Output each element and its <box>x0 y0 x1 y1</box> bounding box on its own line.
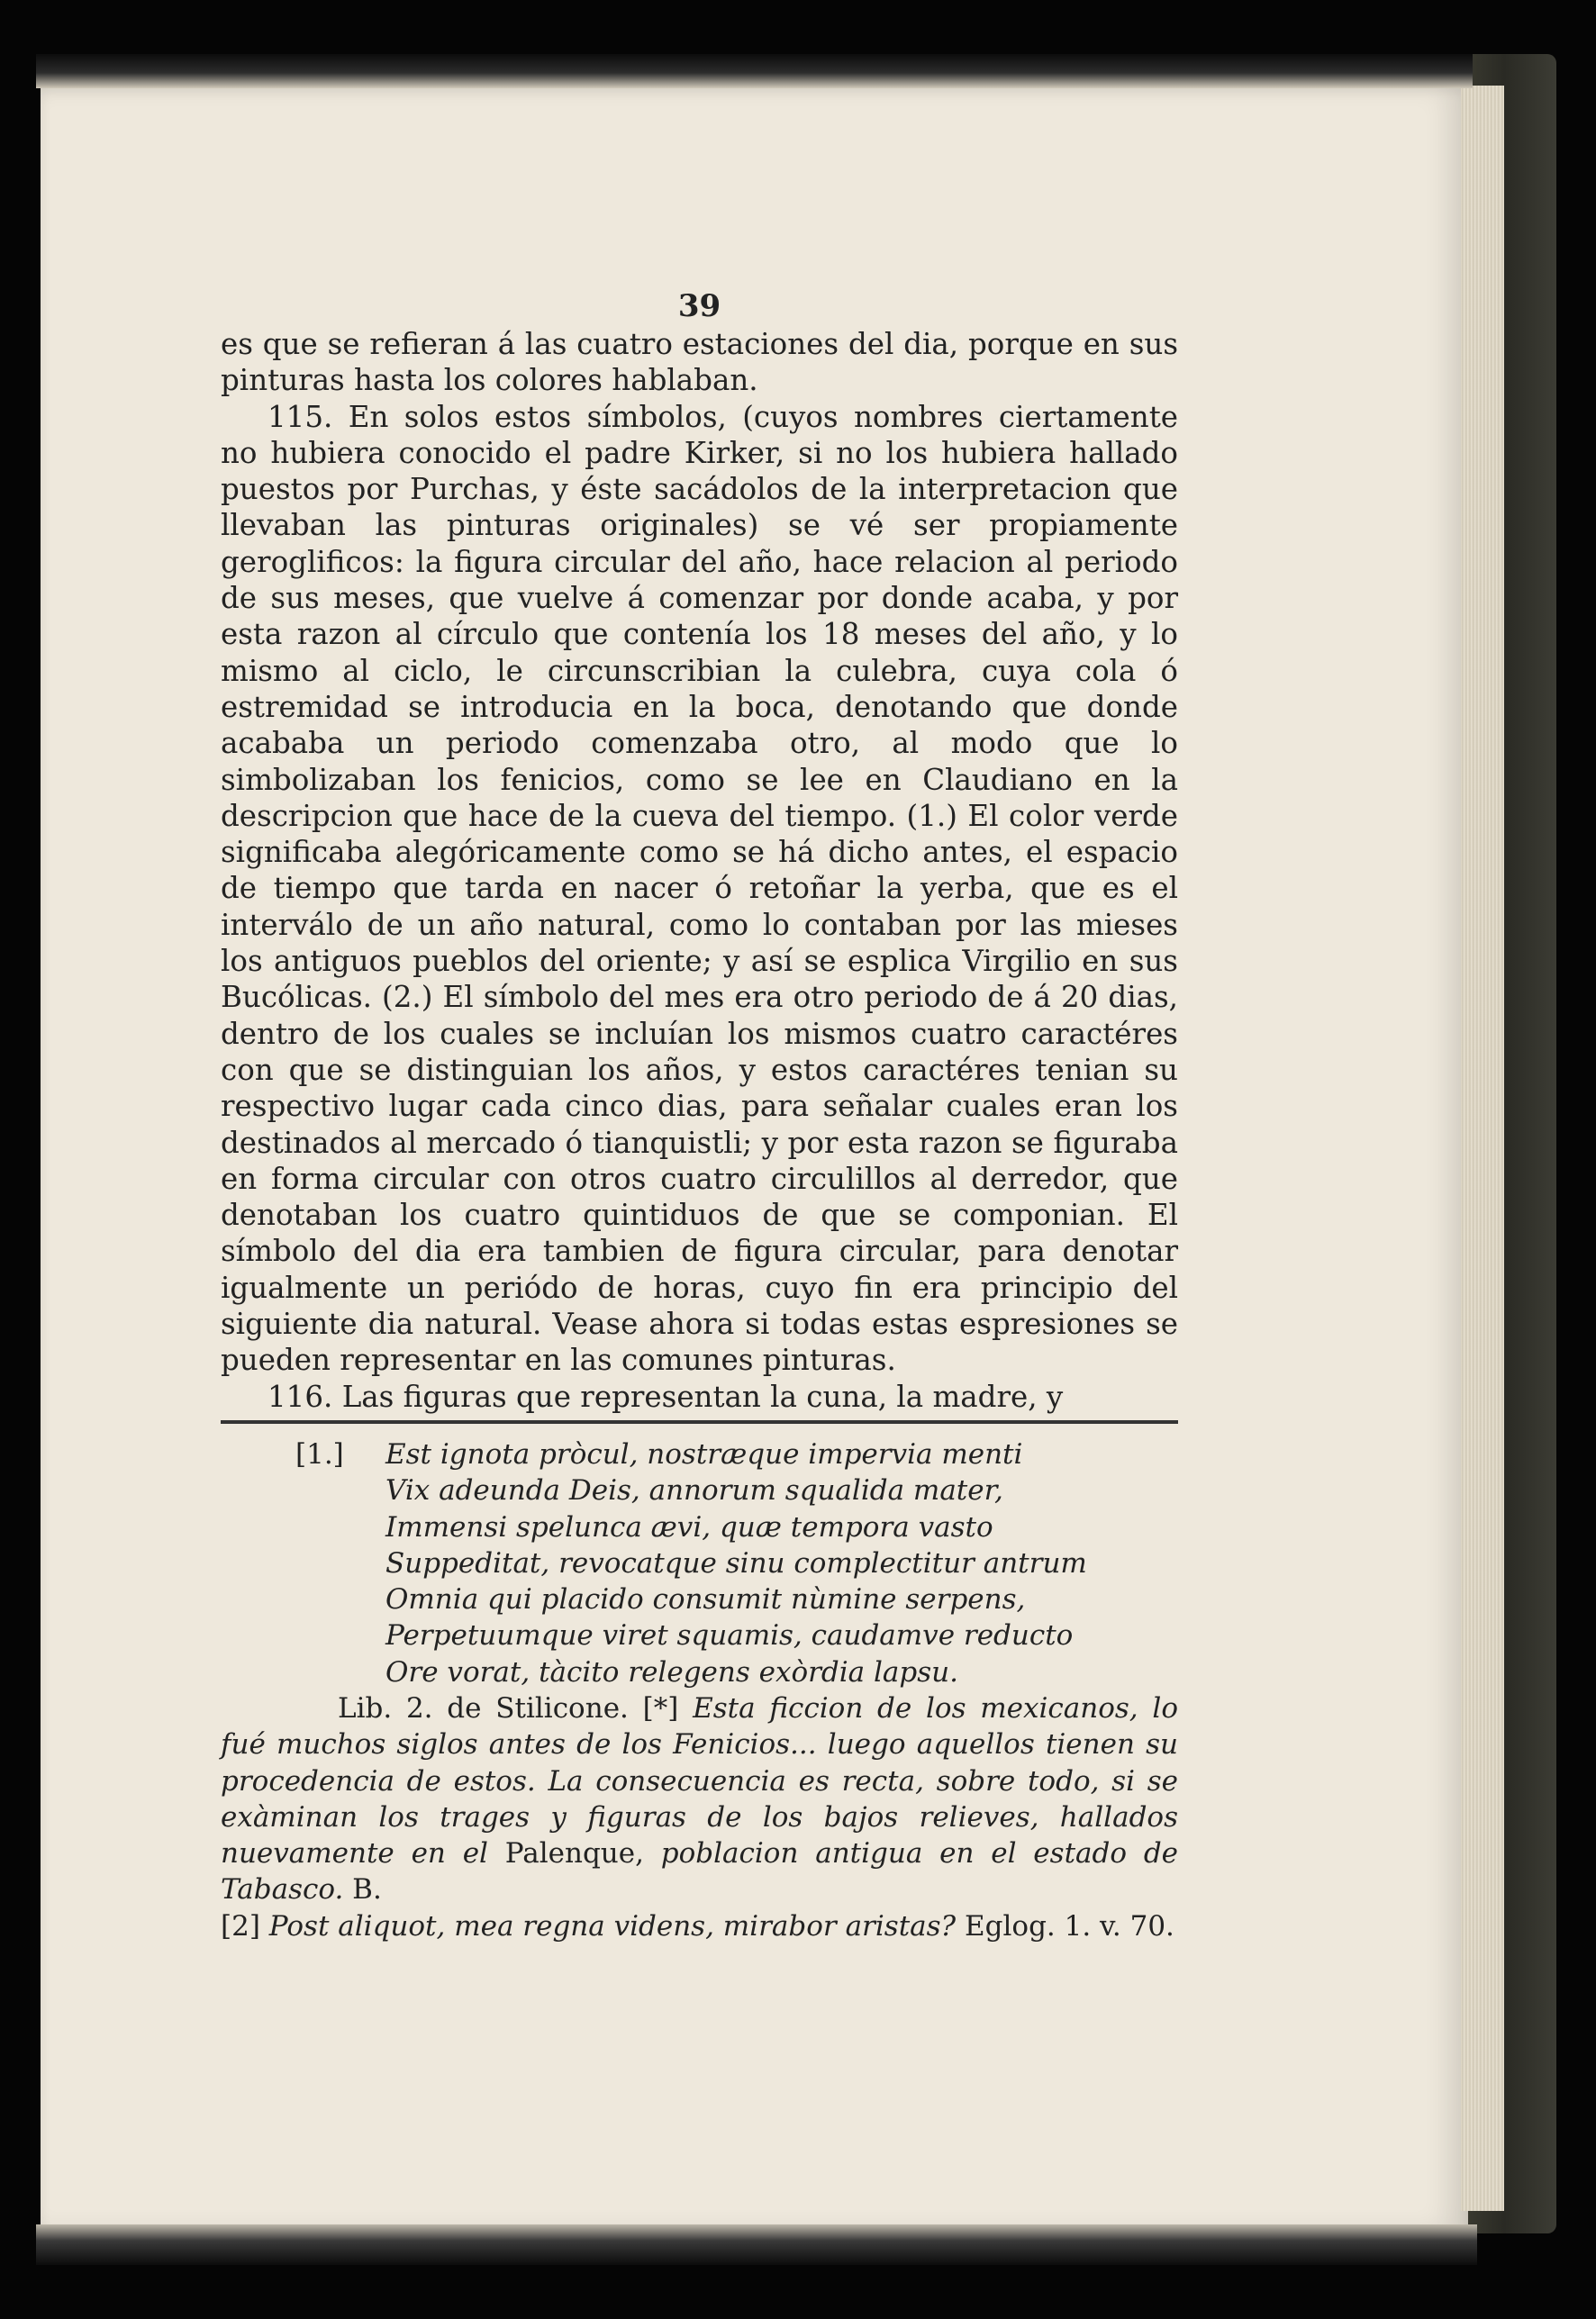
footnote-1-verses <box>385 1436 1087 1690</box>
footnote-source-plain: Lib. 2. de Stilicone. [*] <box>338 1691 694 1725</box>
page-edges <box>1461 86 1504 2211</box>
top-shadow <box>36 54 1473 88</box>
paragraph-116: 116. Las figuras que representan la cuna, la madre, y <box>268 1379 1064 1414</box>
footnote-1 <box>221 1436 1178 1690</box>
footnotes <box>221 1690 1178 1944</box>
body-text <box>221 326 1178 1415</box>
footnote-source-initial: B. <box>343 1873 382 1907</box>
verse-line: Ore vorat, tàcito relegens exòrdia lapsu. <box>385 1655 958 1689</box>
paragraph-115 <box>221 399 1178 1379</box>
footnote-1-mark: [1.] <box>295 1437 344 1471</box>
paragraph-continuation: es que se refieran á las cuatro estaciones del dia, porque en sus pinturas hasta los colores hablaban. <box>221 327 1178 398</box>
footnote-source-italic: Esta ficcion de los mexicanos, lo fué muchos siglos antes de los Fenicios... luego aquellos tienen su procedencia de estos. La consecuencia es recta, sobre todo, si se exàminan los trages y figuras de los bajos relieves, hallados nuevamente en el <box>221 1691 1178 1871</box>
verse-line: Suppeditat, revocatque sinu complectitur antrum <box>385 1546 1087 1580</box>
bottom-shadow <box>36 2224 1477 2265</box>
verse-line: Omnia qui placido consumit nùmine serpens, <box>385 1583 1026 1617</box>
footnote-source-place: Palenque, <box>504 1837 661 1871</box>
footnote-divider <box>221 1420 1178 1424</box>
footnote-2-quote: Post aliquot, mea regna videns, mirabor aristas? <box>268 1909 957 1943</box>
footnote-2 <box>221 1908 1178 1944</box>
verse-line: Immensi spelunca ævi, quæ tempora vasto <box>385 1510 993 1544</box>
verse-line: Vix adeunda Deis, annorum squalida mater, <box>385 1474 1003 1508</box>
page-number: 39 <box>677 288 721 324</box>
verse-line: Est ignota pròcul, nostræque impervia menti <box>385 1437 1023 1471</box>
footnote-2-mark: [2] <box>221 1909 269 1943</box>
footnote-source <box>221 1690 1178 1908</box>
footnote-source-italic-2: poblacion antigua en el estado de Tabasco. <box>221 1837 1179 1907</box>
footnote-2-reference: Eglog. 1. v. 70. <box>956 1909 1174 1943</box>
verse-line: Perpetuumque viret squamis, caudamve reducto <box>385 1619 1074 1653</box>
page-content <box>221 286 1178 1944</box>
paragraph-115-text: 115. En solos estos símbolos, (cuyos nombres ciertamente no hubiera conocido el padre Kirker, si no los hubiera hallado puestos por Purchas, y éste sacádolos de la interpretacion que llevaban las pinturas originales) se vé ser propiamente geroglificos: la figura circular del año, hace relacion al periodo de sus meses, que vuelve á comenzar por donde acaba, y por esta razon al círculo que contenía los 18 meses del año, y lo mismo al ciclo, le circunscribian la culebra, cuya cola ó estremidad se introducia en la boca, denotando que donde acababa un periodo comenzaba otro, al modo que lo simbolizaban los fenicios, como se lee en Claudiano en la descripcion que hace de la cueva del tiempo. (1.) El color verde significaba alegóricamente como se há dicho antes, el espacio de tiempo que tarda en nacer ó retoñar la yerba, que es el interválo de un año natural, como lo contaban por las mieses los antiguos pueblos del oriente; y así se esplica Virgilio en sus Bucólicas. (2.) El símbolo del mes era otro periodo de á 20 dias, dentro de los cuales se incluían los mismos cuatro caractéres con que se distinguian los años, y estos caractéres tenian su respectivo lugar cada cinco dias, para señalar cuales eran los destinados al mercado ó tianquistli; y por esta razon se figuraba en forma circular con otros cuatro circulillos al derredor, que denotaban los cuatro quintiduos de que se componian. El símbolo del dia era tambien de figura circular, para denotar igualmente un periódo de horas, cuyo fin era principio del siguiente dia natural. Vease ahora si todas estas espresiones se pueden representar en las comunes pinturas. <box>221 399 1178 1378</box>
